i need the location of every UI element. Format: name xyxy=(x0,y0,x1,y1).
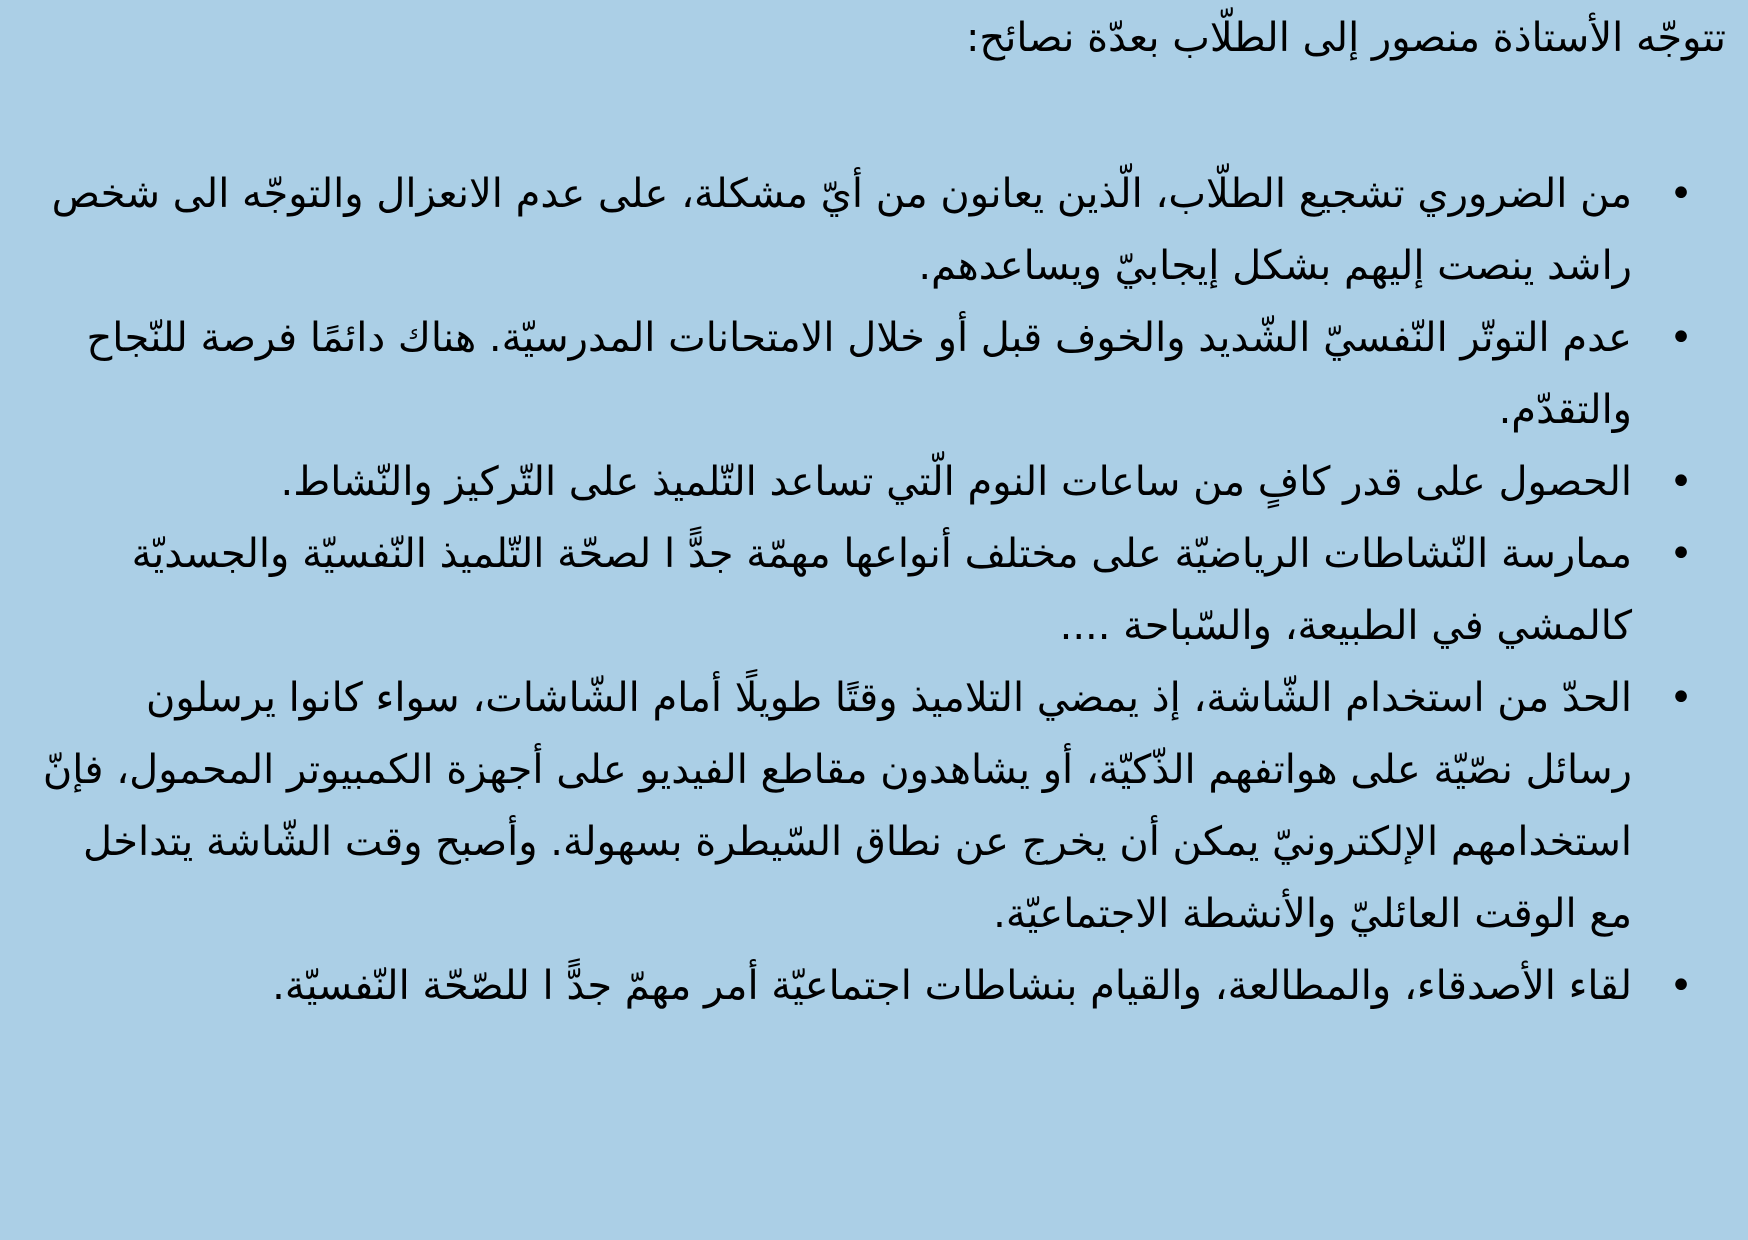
tip-item-3 xyxy=(0,446,1748,518)
bullet-icon: • xyxy=(1669,963,1693,1009)
tip-item-5 xyxy=(0,662,1748,950)
bullet-icon: • xyxy=(1669,675,1693,721)
tip-item-1 xyxy=(0,158,1748,302)
tip-text-6: لقاء الأصدقاء، والمطالعة، والقيام بنشاطات اجتماعيّة أمر مهمّ جدًّ ا للصّحّة النّفسيّة. xyxy=(272,963,1632,1009)
bullet-icon: • xyxy=(1669,531,1693,577)
bullet-icon: • xyxy=(1669,315,1693,361)
tip-text-5: الحدّ من استخدام الشّاشة، إذ يمضي التلاميذ وقتًا طويلًا أمام الشّاشات، سواء كانوا يرسلون رسائل نصّيّة على هواتفهم الذّكيّة، أو يشاهدون مقاطع الفيديو على أجهزة الكمبيوتر المحمول، فإنّ استخدامهم الإلكترونيّ يمكن أن يخرج عن نطاق السّيطرة بسهولة. وأصبح وقت الشّاشة يتداخل مع الوقت العائليّ والأنشطة الاجتماعيّة. xyxy=(42,675,1632,937)
tip-text-2: عدم التوتّر النّفسيّ الشّديد والخوف قبل أو خلال الامتحانات المدرسيّة. هناك دائمًا فرصة للنّجاح والتقدّم. xyxy=(86,315,1632,433)
tip-text-4: ممارسة النّشاطات الرياضيّة على مختلف أنواعها مهمّة جدًّ ا لصحّة التّلميذ النّفسيّة والجسديّة كالمشي في الطبيعة، والسّباحة .... xyxy=(131,531,1632,649)
tips-list xyxy=(0,158,1748,1022)
tip-item-4 xyxy=(0,518,1748,662)
tip-text-3: الحصول على قدر كافٍ من ساعات النوم الّتي تساعد التّلميذ على التّركيز والنّشاط. xyxy=(280,459,1632,505)
intro-heading: تتوجّه الأستاذة منصور إلى الطلّاب بعدّة نصائح: xyxy=(965,15,1726,61)
bullet-icon: • xyxy=(1669,171,1693,217)
bullet-icon: • xyxy=(1669,459,1693,505)
tip-item-2 xyxy=(0,302,1748,446)
tip-item-6 xyxy=(0,950,1748,1022)
tip-text-1: من الضروري تشجيع الطلّاب، الّذين يعانون من أيّ مشكلة، على عدم الانعزال والتوجّه الى شخص راشد ينصت إليهم بشكل إيجابيّ ويساعدهم. xyxy=(51,171,1632,289)
